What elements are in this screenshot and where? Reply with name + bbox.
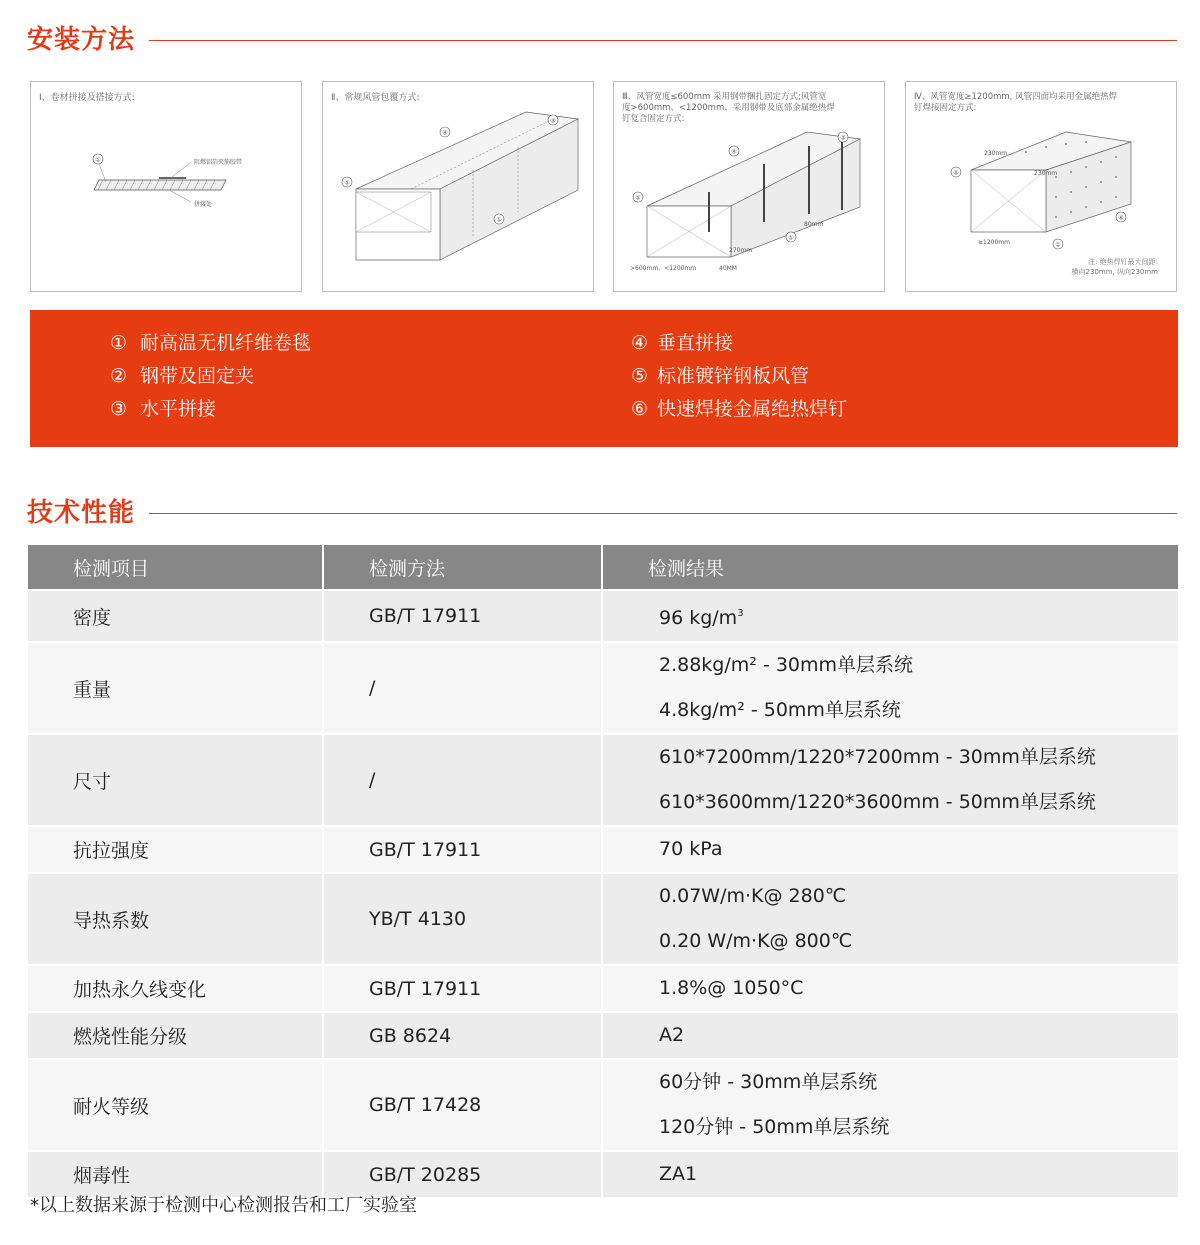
legend-item-4 [631,330,733,356]
table-row [28,1059,1178,1151]
dim-80: 80mm [804,221,824,228]
row-item: 耐火等级 [28,1059,323,1151]
strap-illustration [614,82,885,292]
tape-label: 阻燃铝箔夹筋胶带 [194,159,243,166]
result-text: 96 kg/m [659,607,738,629]
diagram-3-caption-line2: 度>600mm、<1200mm、采用钢带及底部金属绝热焊 [622,103,835,113]
table-row [28,590,1178,642]
row-item: 导热系数 [28,873,323,965]
diagram-4-marker-1: ① [1055,241,1061,249]
diagram-pin-fix [905,81,1177,292]
row-method: YB/T 4130 [323,873,602,965]
legend-item-3 [110,396,216,422]
dim-40: 40MM [719,265,737,272]
diagram-2-marker-3: ③ [550,117,556,125]
diagram-3-marker-3: ③ [840,134,846,142]
legend-band [30,310,1178,447]
diagram-4-note-line1: 注: 绝热焊钉最大间距: [1088,258,1158,266]
table-row [28,965,1178,1012]
diagram-splice-method [30,81,302,292]
tech-heading [27,493,1177,533]
header-item: 检测项目 [28,545,323,590]
legend-num-1: ① [110,332,128,354]
diagram-2-marker-5: ⑤ [344,179,350,187]
diagram-3-marker-1: ① [788,234,794,242]
diagram-4-caption-line2: 钉焊接固定方式: [914,103,977,113]
row-method: / [323,734,602,826]
dim-230a: 230mm [984,150,1008,157]
result-line: 60分钟 - 30mm单层系统 [659,1071,878,1093]
header-method: 检测方法 [323,545,602,590]
tech-title: 技术性能 [27,498,136,528]
diagram-1-marker: ① [95,156,101,164]
spec-header-row [28,545,1178,590]
row-item: 重量 [28,642,323,734]
diagram-1-caption: Ⅰ、卷材拼接及搭接方式: [39,93,135,103]
row-result [602,642,1178,734]
tech-title-rule [149,513,1177,514]
legend-text-6: 快速焊接金属绝热焊钉 [657,398,848,420]
diagram-3-marker-5: ⑤ [635,194,641,202]
legend-num-6: ⑥ [631,398,649,420]
legend-num-4: ④ [631,332,649,354]
legend-item-1 [110,330,311,356]
diagram-4-note-line2: 横向230mm, 纵向230mm [1071,268,1158,276]
result-line: 120分钟 - 50mm单层系统 [659,1116,890,1138]
diagram-2-marker-4: ④ [442,129,448,137]
table-row [28,734,1178,826]
row-item: 烟毒性 [28,1151,323,1197]
row-item: 尺寸 [28,734,323,826]
row-result [602,734,1178,826]
diagram-3-caption-line3: 钉复合固定方式: [622,114,685,124]
row-method: GB/T 17911 [323,965,602,1012]
result-line: 0.20 W/m·K@ 800℃ [659,930,853,952]
legend-item-2 [110,363,254,389]
result-line: 0.07W/m·K@ 280℃ [659,885,847,907]
row-result [602,826,1178,873]
spec-table [28,545,1178,1197]
row-method: GB/T 20285 [323,1151,602,1197]
legend-num-3: ③ [110,398,128,420]
legend-item-5 [631,363,809,389]
row-method: GB/T 17911 [323,590,602,642]
legend-text-3: 水平拼接 [140,398,217,420]
row-item: 燃烧性能分级 [28,1012,323,1059]
result-line: 4.8kg/m² - 50mm单层系统 [659,699,901,721]
diagram-3-marker-4: ④ [731,148,737,156]
diagram-4-marker-6: ⑥ [1118,214,1124,222]
row-item: 密度 [28,590,323,642]
legend-num-2: ② [110,365,128,387]
result-line: A2 [659,1024,685,1046]
row-item: 加热永久线变化 [28,965,323,1012]
result-line: 1.8%@ 1050°C [659,977,804,999]
header-result: 检测结果 [602,545,1178,590]
dim-range: >600mm、<1200mm [630,265,697,272]
legend-item-6 [631,396,847,422]
dim-270: 270mm [729,247,753,254]
result-line: 610*3600mm/1220*3600mm - 50mm单层系统 [659,791,1096,813]
joint-label: 拼接处 [194,201,213,208]
diagram-2-marker-1: ① [496,216,502,224]
install-title: 安装方法 [27,25,136,55]
row-result [602,590,1178,642]
table-row [28,873,1178,965]
row-item: 抗拉强度 [28,826,323,873]
result-line: 2.88kg/m² - 30mm单层系统 [659,654,914,676]
row-result [602,873,1178,965]
diagram-strap-fix [613,81,885,292]
install-title-rule [149,40,1177,41]
result-superscript: 3 [737,608,744,619]
result-line: 610*7200mm/1220*7200mm - 30mm单层系统 [659,746,1096,768]
install-heading [27,20,1177,60]
legend-text-4: 垂直拼接 [657,332,734,354]
diagram-4-caption-line1: Ⅳ、风管宽度≥1200mm, 风管四面均采用金属绝热焊 [914,92,1118,102]
table-row [28,826,1178,873]
row-method: GB/T 17911 [323,826,602,873]
result-line: 70 kPa [659,838,723,860]
diagram-4-note [1072,257,1158,277]
table-row [28,1151,1178,1197]
diagram-3-caption-line1: Ⅲ、风管宽度≤600mm 采用钢带捆扎固定方式;风管宽 [622,92,827,102]
row-method: / [323,642,602,734]
result-line: ZA1 [659,1163,698,1185]
result-line [659,591,1178,641]
row-result [602,1059,1178,1151]
legend-text-2: 钢带及固定夹 [140,365,255,387]
dim-230b: 230mm [1034,170,1058,177]
legend-num-5: ⑤ [631,365,649,387]
duct-wrap-illustration [323,82,594,292]
row-result [602,1012,1178,1059]
splice-illustration [31,82,302,292]
diagram-2-caption: Ⅱ、常规风管包覆方式: [331,93,420,103]
legend-text-5: 标准镀锌钢板风管 [657,365,810,387]
diagram-4-marker-5: ⑤ [953,169,959,177]
row-result [602,1151,1178,1197]
row-method: GB/T 17428 [323,1059,602,1151]
legend-text-1: 耐高温无机纤维卷毯 [140,332,312,354]
row-result [602,965,1178,1012]
table-row [28,1012,1178,1059]
table-row [28,642,1178,734]
footnote: *以上数据来源于检测中心检测报告和工厂实验室 [30,1195,417,1216]
row-method: GB 8624 [323,1012,602,1059]
diagram-standard-wrap [322,81,594,292]
dim-1200: ≥1200mm [978,239,1010,246]
